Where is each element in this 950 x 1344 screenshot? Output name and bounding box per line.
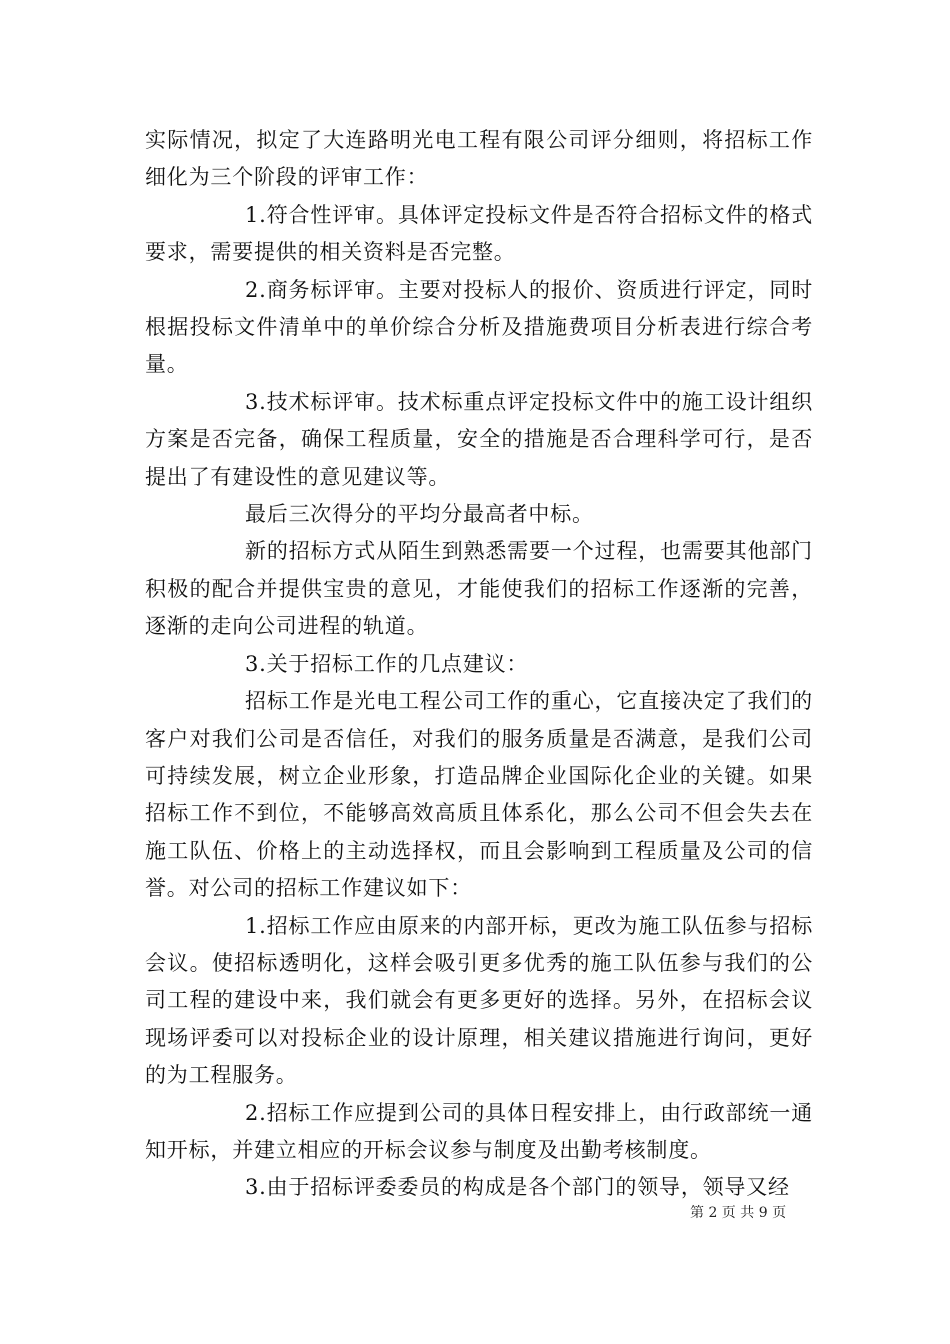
paragraph-technical-review: 3.技术标评审。技术标重点评定投标文件中的施工设计组织方案是否完备，确保工程质量，安全的措施是否合理科学可行，是否提出了有建设性的意见建议等。	[145, 389, 813, 489]
page-number: 第 2 页 共 9 页	[690, 1205, 787, 1221]
paragraph-award-rule: 最后三次得分的平均分最高者中标。	[245, 502, 594, 527]
paragraph-importance: 招标工作是光电工程公司工作的重心，它直接决定了我们的客户对我们公司是否信任，对我们的服务质量是否满意，是我们公司可持续发展，树立企业形象，打造品牌企业国际化企业的关键。如果招标工作不到位，不能够高效高质且体系化，那么公司不但会失去在施工队伍、价格上的主动选择权，而且会影响到工程质量及公司的信誉。对公司的招标工作建议如下：	[145, 689, 813, 901]
paragraph-intro: 实际情况，拟定了大连路明光电工程有限公司评分细则，将招标工作细化为三个阶段的评审工作：	[145, 128, 813, 190]
paragraph-new-method: 新的招标方式从陌生到熟悉需要一个过程，也需要其他部门积极的配合并提供宝贵的意见，才能使我们的招标工作逐渐的完善，逐渐的走向公司进程的轨道。	[145, 539, 813, 639]
paragraph-suggestion-3: 3.由于招标评委委员的构成是各个部门的领导，领导又经	[245, 1175, 790, 1200]
paragraph-compliance-review: 1.符合性评审。具体评定投标文件是否符合招标文件的格式要求，需要提供的相关资料是否完整。	[145, 202, 813, 265]
paragraph-suggestion-2: 2.招标工作应提到公司的具体日程安排上，由行政部统一通知开标，并建立相应的开标会议参与制度及出勤考核制度。	[145, 1100, 813, 1162]
section-heading-suggestions: 3.关于招标工作的几点建议：	[245, 651, 529, 676]
document-body	[145, 122, 813, 1207]
paragraph-suggestion-1: 1.招标工作应由原来的内部开标，更改为施工队伍参与招标会议。使招标透明化，这样会吸引更多优秀的施工队伍参与我们的公司工程的建设中来，我们就会有更多更好的选择。另外，在招标会议现场评委可以对投标企业的设计原理，相关建议措施进行询问，更好的为工程服务。	[145, 913, 813, 1088]
paragraph-commercial-review: 2.商务标评审。主要对投标人的报价、资质进行评定，同时根据投标文件清单中的单价综合分析及措施费项目分析表进行综合考量。	[145, 277, 813, 377]
